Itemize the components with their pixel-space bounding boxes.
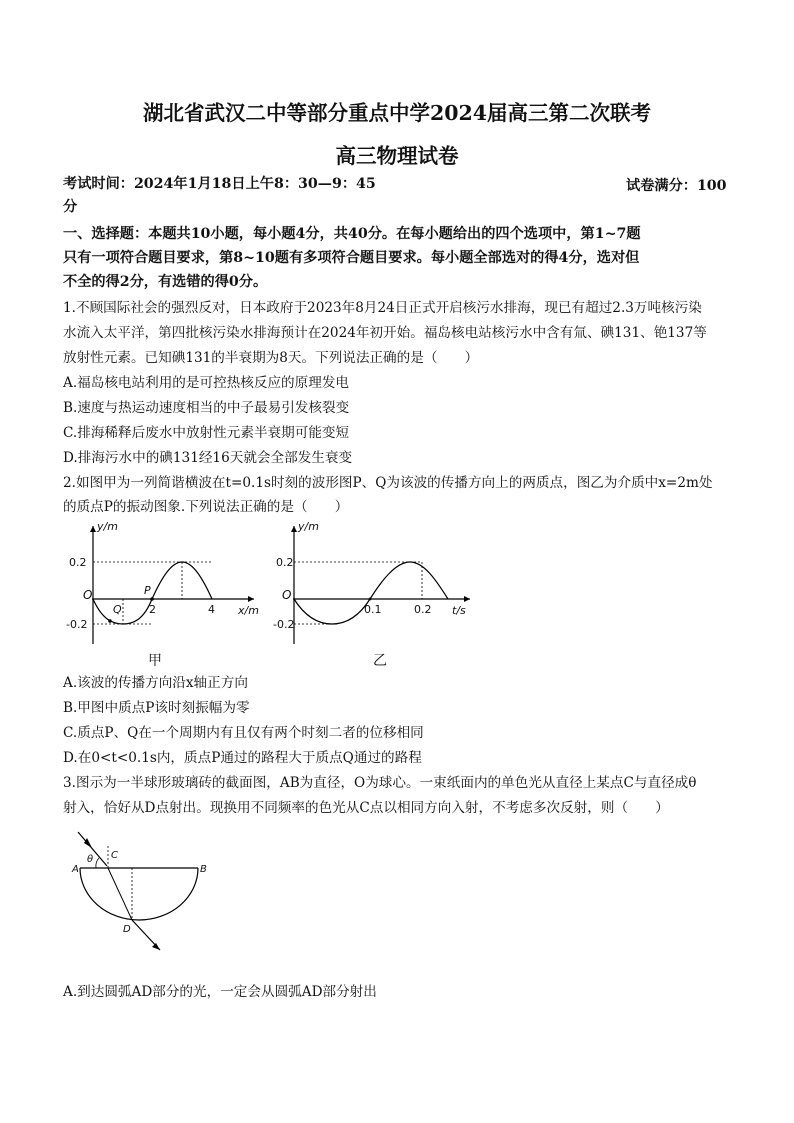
semicircle-arc [80,868,198,920]
t-tick-label: 0.1 [364,603,382,616]
y-tick-label: -0.2 [273,618,295,631]
q1-option-c: C.排海稀释后废水中放射性元素半衰期可能变短 [63,425,350,441]
x-axis-label: x/m [238,604,259,617]
q3-stem-line: 射入，恰好从D点射出。现换用不同频率的色光从C点以相同方向入射，不考虑多次反射，则（ ） [63,800,669,816]
point-q-label: Q [113,603,122,616]
refracted-ray [108,868,132,920]
full-score-unit: 分 [63,199,78,215]
y-tick-label: 0.2 [69,556,87,569]
wave-graph-a [66,518,266,648]
point-p-marker [150,597,154,601]
exam-title: 湖北省武汉二中等部分重点中学2024届高三第二次联考 [142,101,652,125]
q1-stem-line: 1.不顾国际社会的强烈反对，日本政府于2023年8月24日正式开启核污水排海，现已有超过2.3万吨核污染 [63,300,702,316]
point-p-label: P [144,584,151,597]
q2-option-b: B.甲图中质点P该时刻振幅为零 [63,700,250,716]
section1-instruction-line: 不全的得2分，有选错的得0分。 [63,274,268,290]
q3-stem-line: 3.图示为一半球形玻璃砖的截面图，AB为直径，O为球心。一束纸面内的单色光从直径上某点C与直径成θ [63,775,697,791]
full-score: 试卷满分：100 [626,178,727,194]
q1-stem-line: 放射性元素。已知碘131的半衰期为8天。下列说法正确的是（ ） [63,350,479,366]
y-axis-label: y/m [97,520,118,533]
t-axis-label: t/s [452,604,466,617]
section1-instruction-line: 一、选择题：本题共10小题，每小题4分，共40分。在每小题给出的四个选项中，第1~7题 [63,226,641,242]
figure-a-caption: 甲 [148,653,162,669]
q2-stem-line: 2.如图甲为一列简谐横波在t=0.1s时刻的波形图P、Q为该波的传播方向上的两质点，图乙为介质中x=2m处 [63,475,713,491]
exam-time: 考试时间：2024年1月18日上午8：30—9：45 [63,176,376,192]
q1-option-b: B.速度与热运动速度相当的中子最易引发核裂变 [63,400,350,416]
point-b-label: B [200,864,207,875]
q1-stem-line: 水流入太平洋，第四批核污染水排海预计在2024年初开始。福岛核电站核污水中含有氚、碘131、铯137等 [63,325,707,341]
q2-stem-line: 的质点P的振动图象.下列说法正确的是（ ） [63,499,349,515]
origin-label: O [282,588,292,602]
point-a-label: A [72,864,79,875]
q1-option-d: D.排海污水中的碘131经16天就会全部发生衰变 [63,450,353,466]
point-q-marker [108,619,112,623]
t-tick-label: 0.2 [414,603,432,616]
section1-instruction-line: 只有一项符合题目要求，第8~10题有多项符合题目要求。每小题全部选对的得4分，选对但 [63,250,640,266]
origin-label: O [83,588,93,602]
y-axis-label: y/m [298,520,319,533]
q2-option-d: D.在0<t<0.1s内，质点P通过的路程大于质点Q通过的路程 [63,750,422,766]
q3-option-a: A.到达圆弧AD部分的光，一定会从圆弧AD部分射出 [63,984,377,1000]
q1-option-a: A.福岛核电站利用的是可控热核反应的原理发电 [63,375,350,391]
y-tick-label: -0.2 [66,618,88,631]
q2-option-c: C.质点P、Q在一个周期内有且仅有两个时刻二者的位移相同 [63,725,424,741]
y-tick-label: 0.2 [276,556,294,569]
point-c-label: C [111,850,118,861]
x-tick-label: 2 [149,603,156,616]
theta-label: θ [87,854,94,865]
figure-b-caption: 乙 [373,653,387,669]
exam-subtitle: 高三物理试卷 [335,144,459,168]
hemisphere-diagram [66,826,216,958]
vibration-graph-b [273,518,482,648]
x-tick-label: 4 [208,603,215,616]
point-d-label: D [123,924,131,935]
q2-option-a: A.该波的传播方向沿x轴正方向 [63,675,248,691]
